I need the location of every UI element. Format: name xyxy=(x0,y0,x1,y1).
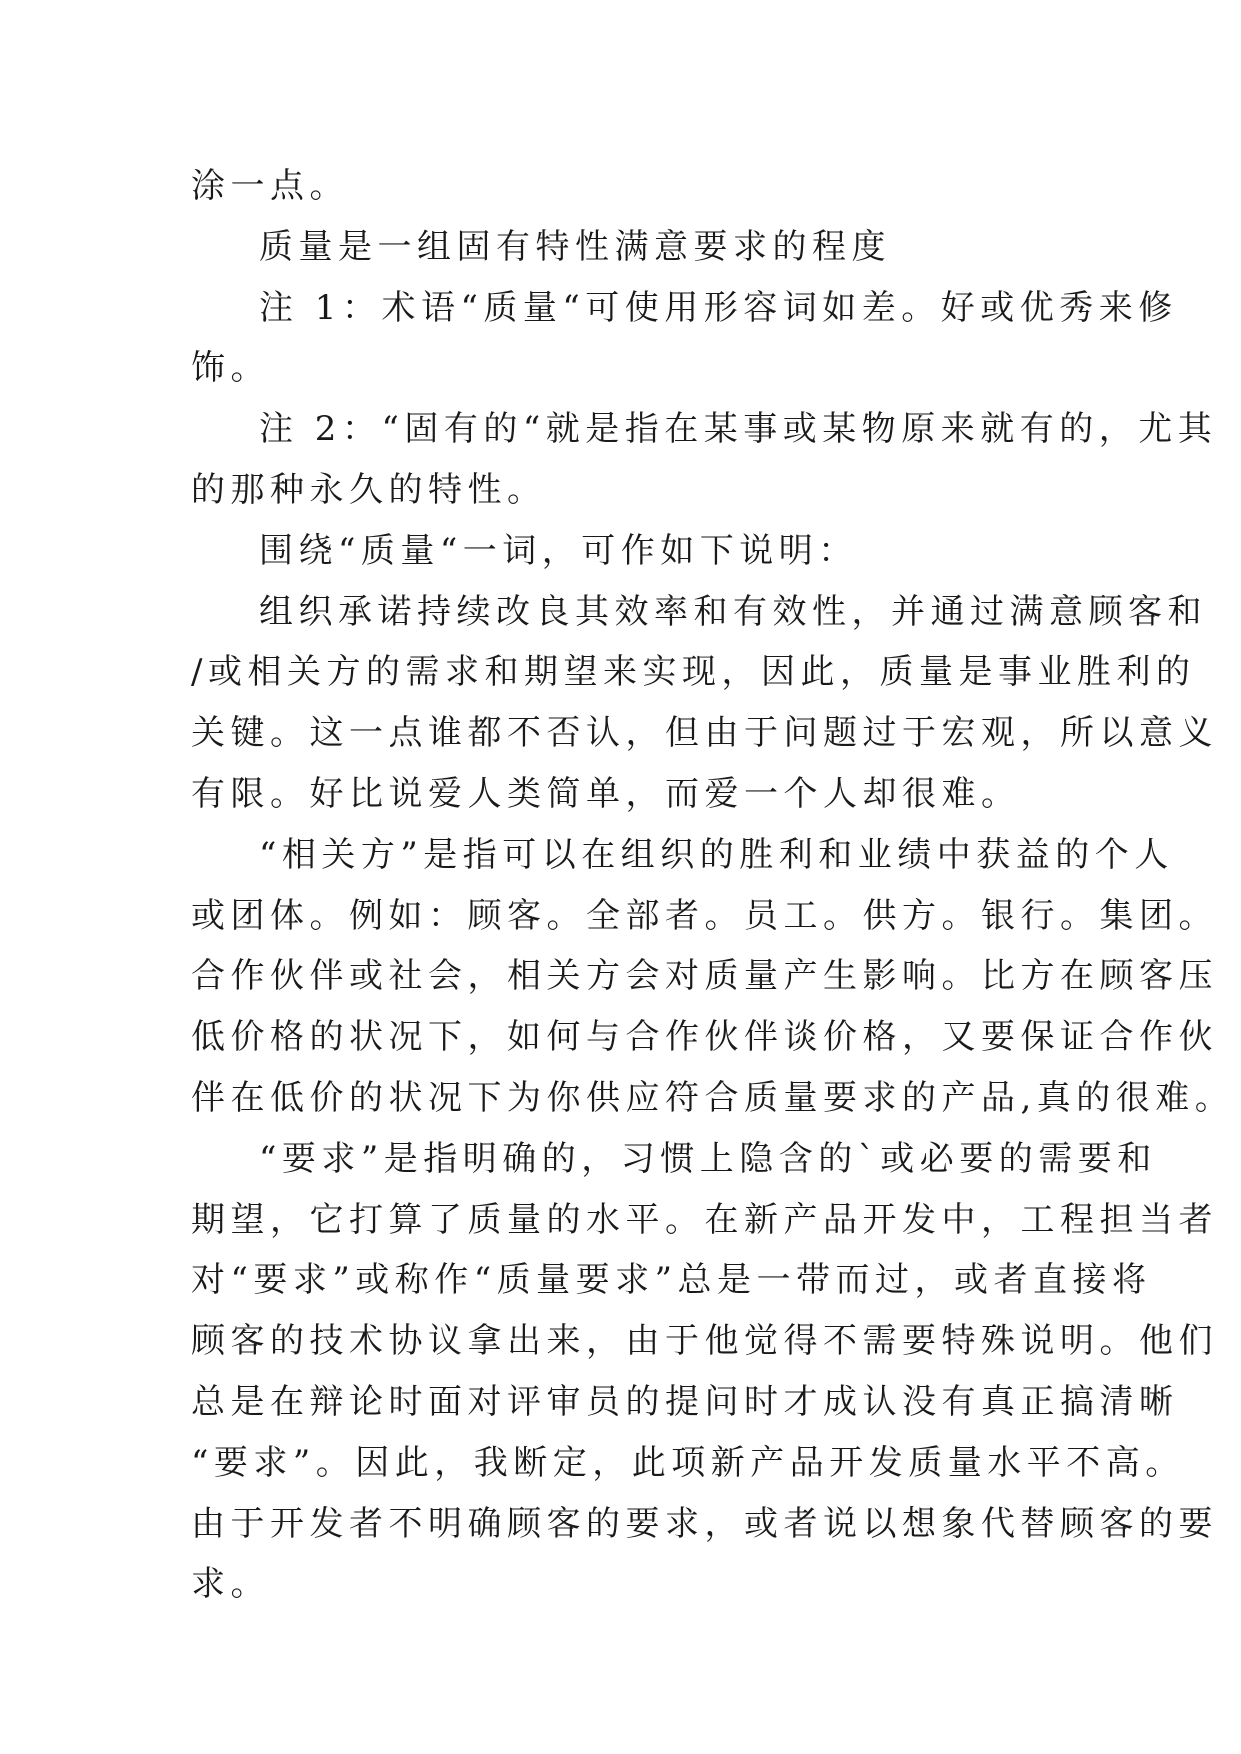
body-text xyxy=(191,156,1235,1615)
text-line: 低价格的状况下，如何与合作伙伴谈价格，又要保证合作伙 xyxy=(191,1017,1218,1058)
text-line: 饰。 xyxy=(191,348,270,389)
text-line: 伴在低价的状况下为你供应符合质量要求的产品,真的很难。 xyxy=(191,1077,1235,1118)
text-line: “相关方”是指可以在组织的胜利和业绩中获益的个人 xyxy=(259,834,1174,875)
text-line: 期望，它打算了质量的水平。在新产品开发中，工程担当者 xyxy=(191,1199,1218,1240)
text-line: 组织承诺持续改良其效率和有效性，并通过满意顾客和 xyxy=(259,591,1207,632)
text-line: “要求”。因此，我断定，此项新产品开发质量水平不高。 xyxy=(191,1442,1185,1483)
text-line: 或团体。例如：顾客。全部者。员工。供方。银行。集团。 xyxy=(191,895,1218,936)
text-line: 质量是一组固有特性满意要求的程度 xyxy=(259,226,891,267)
text-line: 对“要求”或称作“质量要求”总是一带而过，或者直接将 xyxy=(191,1260,1152,1301)
text-line: 涂一点。 xyxy=(191,166,349,206)
text-line: 的那种永久的特性。 xyxy=(191,469,547,510)
text-line: 合作伙伴或社会，相关方会对质量产生影响。比方在顾客压 xyxy=(191,956,1218,997)
text-line: 注 1：术语“质量“可使用形容词如差。好或优秀来修 xyxy=(259,287,1178,328)
text-line: “要求”是指明确的，习惯上隐含的`或必要的需要和 xyxy=(259,1138,1157,1179)
text-line: 有限。好比说爱人类简单，而爱一个人却很难。 xyxy=(191,773,1021,814)
text-line: /或相关方的需求和期望来实现，因此，质量是事业胜利的 xyxy=(191,652,1196,693)
text-line: 围绕“质量“一词，可作如下说明： xyxy=(259,530,858,571)
text-line: 关键。这一点谁都不否认，但由于问题过于宏观，所以意义 xyxy=(191,713,1218,754)
text-line: 由于开发者不明确顾客的要求，或者说以想象代替顾客的要 xyxy=(191,1503,1218,1544)
text-line: 求。 xyxy=(191,1564,270,1605)
text-line: 顾客的技术协议拿出来，由于他觉得不需要特殊说明。他们 xyxy=(191,1321,1218,1362)
text-line: 总是在辩论时面对评审员的提问时才成认没有真正搞清晰 xyxy=(191,1381,1179,1422)
text-line: 注 2：“固有的“就是指在某事或某物原来就有的，尤其 xyxy=(259,409,1218,450)
